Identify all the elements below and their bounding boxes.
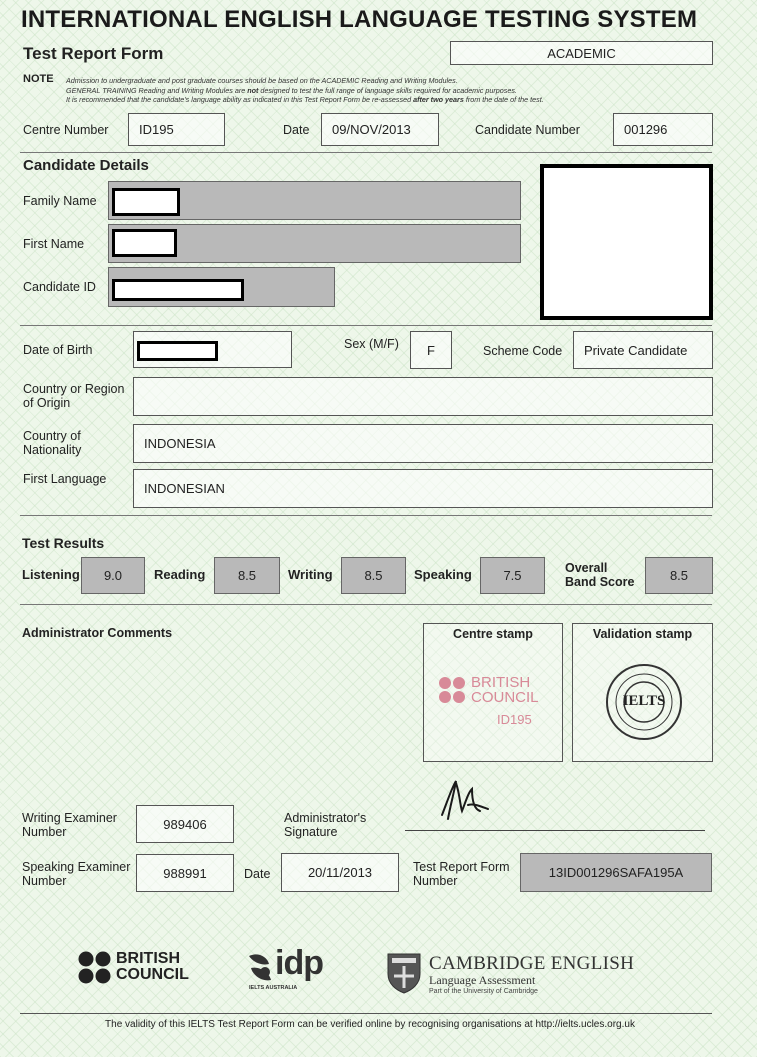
candidate-id-label: Candidate ID: [23, 280, 96, 294]
divider: [20, 152, 712, 153]
scheme-code-label: Scheme Code: [483, 344, 563, 358]
note-line-3: It is recommended that the candidate's language ability as indicated in this Test Report Form be re-assessed after two years from the date of the test.: [66, 95, 544, 104]
family-name-label: Family Name: [23, 194, 97, 208]
validation-stamp-label: Validation stamp: [592, 627, 693, 641]
first-language-field: INDONESIAN: [133, 469, 713, 508]
divider: [20, 325, 712, 326]
overall-label: Overall Band Score: [565, 561, 635, 589]
redaction-bar: [112, 229, 177, 257]
photo-box: [540, 164, 713, 320]
trf-number-label: Test Report Form Number: [413, 860, 510, 888]
divider: [20, 515, 712, 516]
listening-label: Listening: [22, 567, 80, 582]
idp-logo-subtext: IELTS AUSTRALIA: [249, 985, 298, 991]
overall-score: 8.5: [645, 557, 713, 594]
redaction-bar: [112, 279, 244, 301]
dob-label: Date of Birth: [23, 343, 93, 357]
first-name-label: First Name: [23, 237, 85, 251]
bc-logo-line-2: COUNCIL: [116, 966, 189, 983]
listening-score: 9.0: [81, 557, 145, 594]
footer-divider: [20, 1013, 712, 1014]
sex-label: Sex (M/F): [344, 337, 399, 351]
british-council-stamp: [438, 674, 558, 734]
note-line-2: GENERAL TRAINING Reading and Writing Modules are not designed to test the full range of language skills required for academic purposes.: [66, 85, 517, 95]
bc-logo-line-1: BRITISH: [116, 950, 180, 967]
module-field: ACADEMIC: [450, 41, 713, 65]
sex-field: F: [410, 331, 452, 369]
admin-signature-label: Administrator's Signature: [284, 811, 367, 839]
admin-date-label: Date: [244, 867, 271, 881]
centre-stamp-box: [423, 623, 563, 762]
reading-label: Reading: [154, 567, 206, 582]
page-title: INTERNATIONAL ENGLISH LANGUAGE TESTING SYSTEM: [21, 6, 698, 33]
speaking-score: 7.5: [480, 557, 545, 594]
cambridge-shield-icon: [386, 952, 422, 994]
cambridge-logo-line-2: Language Assessment: [429, 973, 536, 987]
validation-seal-text: IELTS: [622, 693, 666, 709]
redaction-bar: [112, 188, 180, 216]
note-text: [66, 76, 746, 105]
candidate-number-field: 001296: [613, 113, 713, 146]
writing-score: 8.5: [341, 557, 406, 594]
idp-logo-text: idp: [275, 944, 323, 982]
signature-image: [432, 775, 502, 825]
writing-examiner-label: Writing Examiner Number: [22, 811, 117, 839]
centre-number-field: ID195: [128, 113, 225, 146]
note-line-1: Admission to undergraduate and post graduate courses should be based on the ACADEMIC Reading and Writing Modules.: [66, 76, 458, 85]
writing-examiner-field: 989406: [136, 805, 234, 843]
cambridge-logo-line-3: Part of the University of Cambridge: [429, 988, 538, 995]
form-title: Test Report Form: [23, 44, 164, 63]
british-council-logo: [78, 950, 198, 986]
redaction-bar: [137, 341, 218, 361]
stamp-code: ID195: [497, 712, 532, 727]
admin-date-field: 20/11/2013: [281, 853, 399, 892]
admin-comments-label: Administrator Comments: [22, 626, 173, 640]
divider: [20, 604, 712, 605]
british-council-dots-icon: [78, 951, 112, 985]
nationality-field: INDONESIA: [133, 424, 713, 463]
cambridge-logo-line-1: CAMBRIDGE ENGLISH: [429, 953, 635, 974]
candidate-details-heading: Candidate Details: [23, 157, 149, 174]
centre-stamp-label: Centre stamp: [453, 627, 533, 641]
scheme-code-field: Private Candidate: [573, 331, 713, 369]
test-date-field: 09/NOV/2013: [321, 113, 439, 146]
speaking-examiner-label: Speaking Examiner Number: [22, 860, 131, 888]
speaking-examiner-field: 988991: [136, 854, 234, 892]
stamp-bc-line-1: BRITISH: [471, 674, 531, 691]
speaking-label: Speaking: [414, 567, 472, 582]
british-council-dots-icon: [438, 676, 468, 706]
cambridge-english-logo: [386, 952, 656, 1000]
date-label: Date: [283, 123, 310, 137]
nationality-label: Country of Nationality: [23, 429, 82, 457]
footer-text: The validity of this IELTS Test Report Form can be verified online by recognising organisations at http://ielts.ucles.org.uk: [105, 1019, 635, 1030]
reading-score: 8.5: [214, 557, 280, 594]
country-origin-field: [133, 377, 713, 416]
writing-label: Writing: [288, 567, 333, 582]
centre-number-label: Centre Number: [23, 123, 109, 137]
trf-number-field: 13ID001296SAFA195A: [520, 853, 712, 892]
candidate-number-label: Candidate Number: [475, 123, 580, 137]
idp-logo: [245, 944, 335, 996]
idp-leaf-icon: [245, 950, 277, 984]
validation-stamp-box: [572, 623, 713, 762]
test-results-heading: Test Results: [22, 535, 105, 551]
signature-line: [405, 830, 705, 831]
country-origin-label: Country or Region of Origin: [23, 382, 125, 410]
stamp-bc-line-2: COUNCIL: [471, 689, 539, 706]
first-language-label: First Language: [23, 472, 107, 486]
note-label: NOTE: [23, 73, 54, 85]
